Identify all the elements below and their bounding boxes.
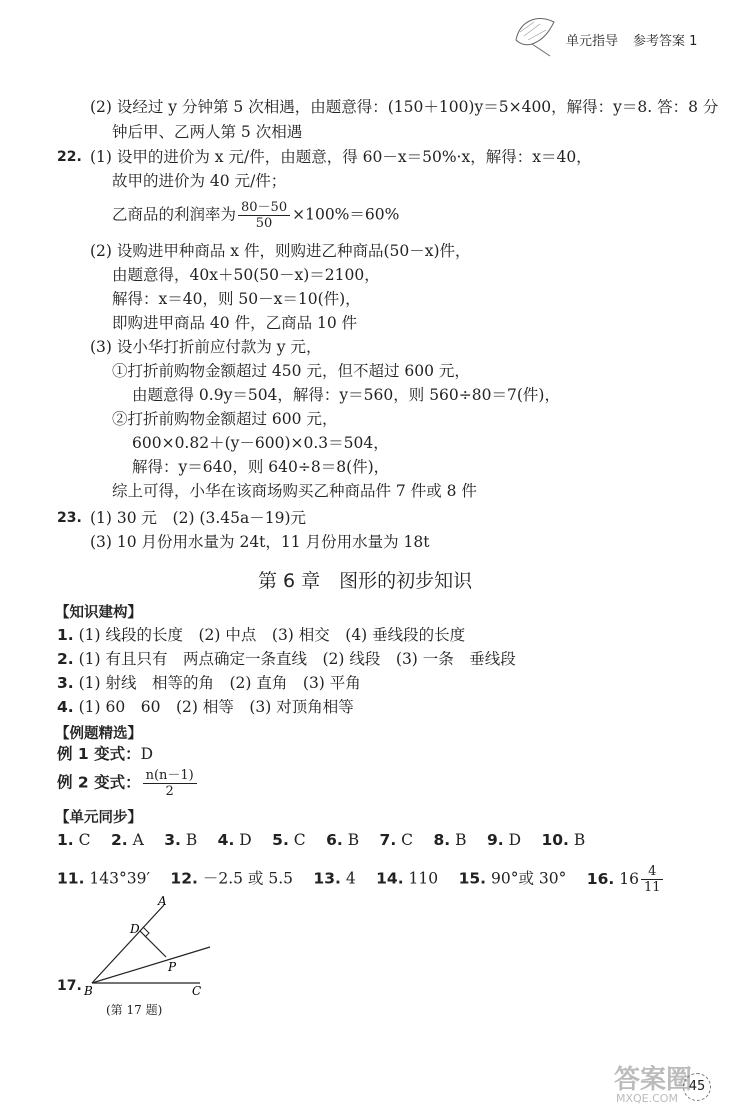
q22-p2-line-3: 解得：x＝40，则 50－x＝10(件)， xyxy=(112,290,361,308)
item-number: 4. xyxy=(57,698,74,716)
q22-p3-line-6: 解得：y＝640，则 640÷8＝8(件)， xyxy=(132,458,390,476)
watermark-logo xyxy=(610,1060,740,1105)
item-number: 1. xyxy=(57,626,74,644)
q22-p3-line-5: 600×0.82＋(y－600)×0.3＝504， xyxy=(132,434,389,452)
mcq-answers-row xyxy=(57,829,585,851)
q22-p1-line-3 xyxy=(112,200,399,231)
fill-answer: 13. 4 xyxy=(313,869,356,888)
chapter-title: 第 6 章 图形的初步知识 xyxy=(258,570,473,592)
sync-heading: 【单元同步】 xyxy=(55,810,142,826)
q22-p2-line-4: 即购进甲商品 40 件，乙商品 10 件 xyxy=(112,314,358,332)
fill-answer: 11. 143°39′ xyxy=(57,869,150,888)
fill-answer: 15. 90°或 30° xyxy=(458,869,567,888)
examples-heading: 【例题精选】 xyxy=(55,726,142,742)
watermark-text: 答案圈 xyxy=(614,1065,693,1095)
knowledge-item xyxy=(57,648,516,670)
q22-p3-line-2: ①打折前购物金额超过 450 元，但不超过 600 元， xyxy=(112,362,470,380)
mcq-answer: 5. C xyxy=(272,831,306,849)
knowledge-item xyxy=(57,624,465,646)
q22-p3-line-3: 由题意得 0.9y＝504，解得：y＝560，则 560÷80＝7(件)， xyxy=(132,386,560,404)
q22-p2-line-1: (2) 设购进甲种商品 x 件，则购进乙种商品(50－x)件， xyxy=(90,242,471,260)
fill-answers-row xyxy=(57,864,665,895)
mcq-answer: 10. B xyxy=(541,831,586,849)
ray-BP xyxy=(92,947,210,983)
example-1-label: 例 1 变式： xyxy=(57,745,141,763)
fraction-denominator: 50 xyxy=(255,216,273,231)
item-number: 2. xyxy=(57,650,74,668)
knowledge-item xyxy=(57,696,354,718)
q22-p1-line-1: (1) 设甲的进价为 x 元/件，由题意，得 60－x＝50%·x，解得：x＝40， xyxy=(90,148,592,166)
q21-line-1: (2) 设经过 y 分钟第 5 次相遇，由题意得：(150＋100)y＝5×400，解得：y＝8. 答：8 分 xyxy=(90,98,719,116)
item-text: (1) 有且只有 两点确定一条直线 (2) 线段 (3) 一条 垂线段 xyxy=(78,650,516,668)
example-2-fraction xyxy=(143,768,197,799)
fill-answer: 12. －2.5 或 5.5 xyxy=(170,869,293,888)
watermark-url: MXQE.COM xyxy=(616,1092,678,1105)
mcq-answer: 4. D xyxy=(217,831,252,849)
label-P: P xyxy=(168,960,177,974)
example-2-label: 例 2 变式： xyxy=(57,773,141,792)
fraction-denominator: 2 xyxy=(165,784,174,799)
q22-p3-line-1: (3) 设小华打折前应付款为 y 元， xyxy=(90,338,322,356)
ginkgo-leaf-icon xyxy=(510,10,560,58)
profit-rate-fraction xyxy=(238,200,290,231)
example-2 xyxy=(57,768,199,799)
item-text: (1) 线段的长度 (2) 中点 (3) 相交 (4) 垂线段的长度 xyxy=(78,626,466,644)
q23-line-1: (1) 30 元 (2) (3.45a－19)元 xyxy=(90,509,306,527)
q17-figure xyxy=(80,895,220,1000)
fraction-numerator: n(n－1) xyxy=(143,768,197,784)
q17-number: 17. xyxy=(57,978,82,994)
profit-rate-label: 乙商品的利润率为 xyxy=(112,205,237,224)
item-text: (1) 射线 相等的角 (2) 直角 (3) 平角 xyxy=(78,674,361,692)
mcq-answer: 8. B xyxy=(433,831,467,849)
mcq-answer: 7. C xyxy=(379,831,414,849)
mcq-answer: 2. A xyxy=(110,831,144,849)
label-C: C xyxy=(192,984,202,998)
perpendicular-PD xyxy=(140,931,166,957)
mcq-answer: 3. B xyxy=(164,831,198,849)
q17-caption: (第 17 题) xyxy=(106,1003,163,1017)
header-unit-guide: 单元指导 xyxy=(566,34,619,49)
item-number: 3. xyxy=(57,674,74,692)
header-answer-ref: 参考答案 1 xyxy=(633,34,698,49)
example-1 xyxy=(57,743,153,765)
q22-p3-line-4: ②打折前购物金额超过 600 元， xyxy=(112,410,338,428)
example-1-answer: D xyxy=(140,745,154,763)
fill-answer: 16. 16 $\frac{4}{11}$ xyxy=(587,870,666,888)
q22-p3-line-7: 综上可得，小华在该商场购买乙种商品件 7 件或 8 件 xyxy=(112,482,477,500)
label-A: A xyxy=(158,895,167,908)
item-text: (1) 60 60 (2) 相等 (3) 对顶角相等 xyxy=(78,698,354,716)
page-number: 45 xyxy=(683,1073,711,1101)
mcq-answer: 6. B xyxy=(326,831,360,849)
mcq-answer: 9. D xyxy=(486,831,521,849)
knowledge-heading: 【知识建构】 xyxy=(55,605,142,621)
label-B: B xyxy=(84,984,93,998)
q23-number: 23. xyxy=(57,510,82,526)
profit-rate-result: ×100%＝60% xyxy=(292,205,400,224)
q21-line-2: 钟后甲、乙两人第 5 次相遇 xyxy=(112,123,303,141)
q22-p1-line-2: 故甲的进价为 40 元/件； xyxy=(112,172,287,190)
q23-line-2: (3) 10 月份用水量为 24t，11 月份用水量为 18t xyxy=(90,533,430,551)
label-D: D xyxy=(130,922,140,936)
knowledge-item xyxy=(57,672,361,694)
q16-fraction: $\frac{4}{11}$ xyxy=(641,864,664,895)
mcq-answer: 1. C xyxy=(57,831,91,849)
q22-number: 22. xyxy=(57,149,82,165)
q22-p2-line-2: 由题意得，40x＋50(50－x)＝2100， xyxy=(112,266,380,284)
fraction-numerator: 80－50 xyxy=(238,200,290,216)
fill-answer: 14. 110 xyxy=(376,869,439,888)
